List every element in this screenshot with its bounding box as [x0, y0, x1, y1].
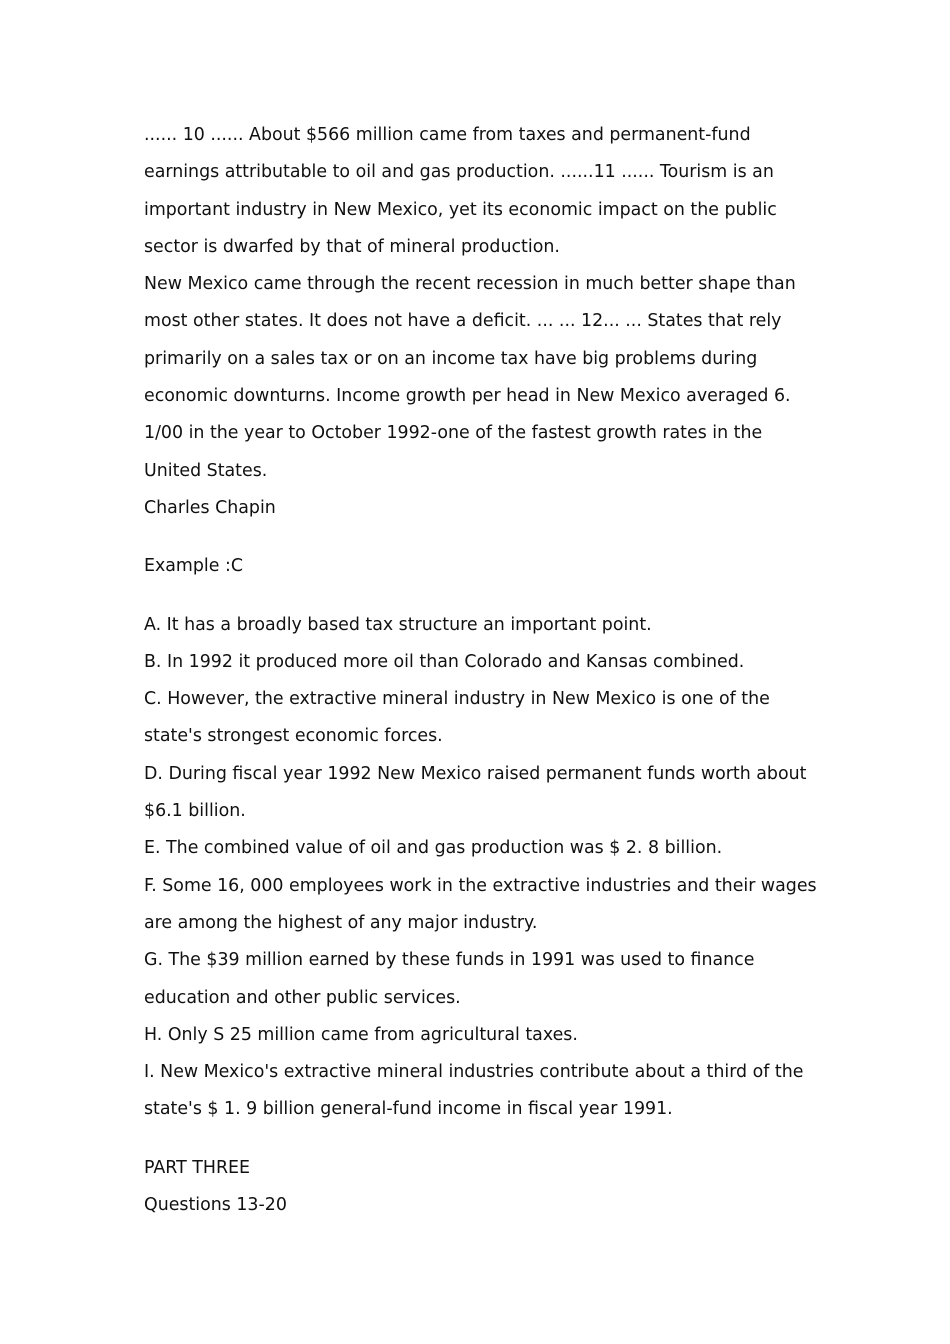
option-h: H. Only S 25 million came from agricultural taxes.: [144, 1024, 578, 1045]
option-a: A. It has a broadly based tax structure an important point.: [144, 614, 652, 635]
option-g: G. The $39 million earned by these funds in 1991 was used to finance education and other public services.: [144, 950, 755, 1008]
option-f: F. Some 16, 000 employees work in the extractive industries and their wages are among the highest of any major industry.: [144, 875, 817, 933]
section-title: PART THREE: [144, 1157, 250, 1178]
option-i: I. New Mexico's extractive mineral industries contribute about a third of the state's $ 1. 9 billion general-fund income in fiscal year 1991.: [144, 1062, 804, 1120]
option-b: B. In 1992 it produced more oil than Colorado and Kansas combined.: [144, 651, 745, 672]
passage-author: Charles Chapin: [144, 497, 276, 518]
passage-paragraph-1: ...... 10 ...... About $566 million came from taxes and permanent-fund earnings attributable to oil and gas production. ......11 ...... Tourism is an important industry in New Mexico, yet its economic impact on the public sector is dwarfed by that of mineral production.: [144, 125, 777, 257]
option-list: [144, 607, 824, 1129]
option-e: E. The combined value of oil and gas production was $ 2. 8 billion.: [144, 838, 723, 859]
passage-paragraph-2: New Mexico came through the recent recession in much better shape than most other states. It does not have a deficit. ... ... 12... ... States that rely primarily on a sales tax or on an income tax have big problems during economic downturns. Income growth per head in New Mexico averaged 6. 1/00 in the year to October 1992-one of the fastest growth rates in the United States.: [144, 274, 796, 481]
document-page: [144, 117, 824, 1224]
section-questions: Questions 13-20: [144, 1195, 287, 1216]
option-c: C. However, the extractive mineral industry in New Mexico is one of the state's strongest economic forces.: [144, 689, 770, 747]
option-d: D. During fiscal year 1992 New Mexico raised permanent funds worth about $6.1 billion.: [144, 763, 807, 822]
example-answer: Example :C: [144, 556, 243, 577]
